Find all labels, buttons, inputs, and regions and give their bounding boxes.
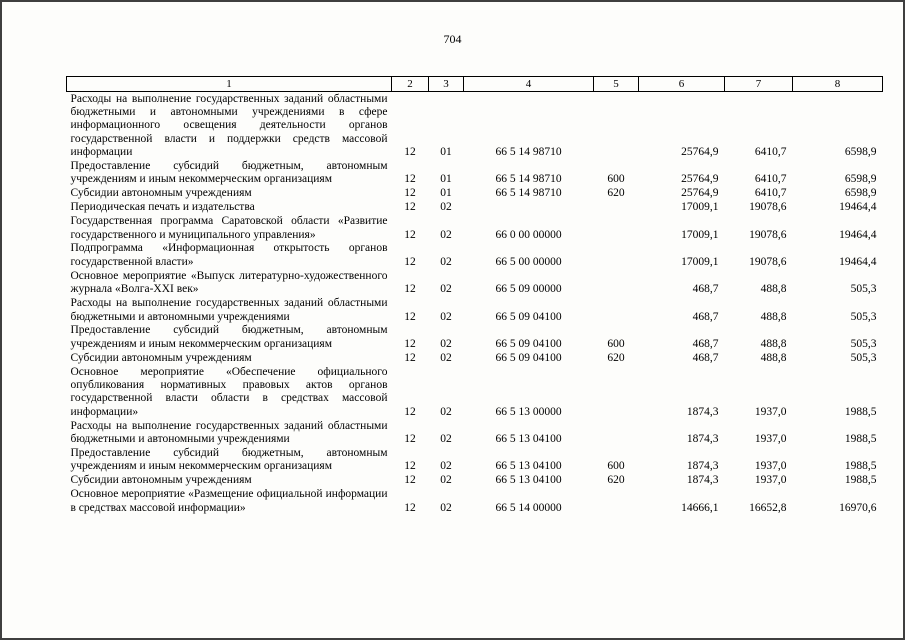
row-code: 02 <box>440 405 452 418</box>
row-code: 66 5 14 00000 <box>495 501 562 514</box>
row-label: Предоставление субсидий бюджетным, автономным учреждениям и иным некоммерческим организациям <box>70 324 388 350</box>
row-amount: 6410,7 <box>754 146 787 159</box>
row-label: Государственная программа Саратовской области «Развитие государственного и муниципального управления» <box>70 215 388 241</box>
row-code <box>594 242 639 269</box>
row-code: 02 <box>440 283 452 296</box>
row-amount: 1874,3 <box>686 474 719 487</box>
table-row <box>67 215 883 242</box>
row-amount: 1937,0 <box>754 474 787 487</box>
row-code: 66 5 14 98710 <box>495 187 562 200</box>
table-row <box>67 351 883 365</box>
row-code: 12 <box>404 201 416 214</box>
row-amount: 16652,8 <box>749 501 787 514</box>
row-label: Субсидии автономным учреждениям <box>70 187 252 200</box>
row-code: 02 <box>440 433 452 446</box>
table-row <box>67 488 883 515</box>
row-code: 66 5 13 04100 <box>495 433 562 446</box>
row-code <box>594 365 639 419</box>
table-header-row <box>67 77 883 92</box>
page-number: 704 <box>443 32 462 46</box>
row-code <box>594 419 639 446</box>
row-code: 12 <box>404 173 416 186</box>
column-header-3: 3 <box>429 77 464 92</box>
row-code <box>594 269 639 296</box>
row-code: 12 <box>404 405 416 418</box>
table-row <box>67 269 883 296</box>
row-amount: 25764,9 <box>681 146 719 159</box>
row-amount: 1988,5 <box>844 405 877 418</box>
row-amount: 6598,9 <box>844 146 877 159</box>
row-code: 66 5 09 00000 <box>495 283 562 296</box>
row-code <box>594 201 639 215</box>
row-code: 66 5 09 04100 <box>495 337 562 350</box>
row-label: Субсидии автономным учреждениям <box>70 351 252 364</box>
row-label: Расходы на выполнение государственных заданий областными бюджетными и автономными учреждениями <box>70 419 388 446</box>
row-amount: 468,7 <box>692 283 719 296</box>
row-code: 02 <box>440 337 452 350</box>
row-amount: 468,7 <box>692 351 719 364</box>
table-row <box>67 474 883 488</box>
row-amount: 1874,3 <box>686 433 719 446</box>
row-code: 12 <box>404 255 416 268</box>
table-row <box>67 419 883 446</box>
table-row <box>67 242 883 269</box>
row-amount: 488,8 <box>760 283 787 296</box>
table-row <box>67 201 883 215</box>
row-code: 01 <box>440 173 452 186</box>
row-amount: 16970,6 <box>839 501 877 514</box>
row-code: 01 <box>440 146 452 159</box>
row-amount: 488,8 <box>760 310 787 323</box>
row-code: 66 5 13 00000 <box>495 405 562 418</box>
row-code: 66 5 13 04100 <box>495 460 562 473</box>
row-code: 12 <box>404 351 416 364</box>
row-amount: 17009,1 <box>681 201 719 214</box>
table-body <box>67 92 883 516</box>
row-amount: 6410,7 <box>754 173 787 186</box>
row-code: 620 <box>607 474 625 487</box>
row-code: 02 <box>440 228 452 241</box>
table-row <box>67 92 883 160</box>
row-amount: 1937,0 <box>754 405 787 418</box>
row-code: 600 <box>607 460 625 473</box>
row-code: 12 <box>404 474 416 487</box>
row-code: 66 5 09 04100 <box>495 310 562 323</box>
row-code: 02 <box>440 501 452 514</box>
row-amount: 505,3 <box>850 283 877 296</box>
table-row <box>67 324 883 351</box>
table-row <box>67 365 883 419</box>
row-label: Расходы на выполнение государственных заданий областными бюджетными и автономными учреждениями в сфере информационного освещения деятельности органов государственной власти и поддержки средств массовой информации <box>70 92 388 159</box>
column-header-8: 8 <box>793 77 883 92</box>
row-amount: 6598,9 <box>844 187 877 200</box>
row-label: Периодическая печать и издательства <box>70 201 255 214</box>
row-code <box>594 488 639 515</box>
row-code: 02 <box>440 255 452 268</box>
row-amount: 6410,7 <box>754 187 787 200</box>
row-amount: 1874,3 <box>686 460 719 473</box>
row-code: 66 5 14 98710 <box>495 173 562 186</box>
row-amount: 505,3 <box>850 337 877 350</box>
row-amount: 14666,1 <box>681 501 719 514</box>
row-label: Предоставление субсидий бюджетным, автономным учреждениям и иным некоммерческим организациям <box>70 160 388 186</box>
row-code: 02 <box>440 351 452 364</box>
row-amount: 1988,5 <box>844 474 877 487</box>
row-code: 12 <box>404 433 416 446</box>
row-code: 66 5 14 98710 <box>495 146 562 159</box>
row-label: Основное мероприятие «Размещение официальной информации в средствах массовой информации» <box>70 488 388 514</box>
row-amount: 1874,3 <box>686 405 719 418</box>
table-row <box>67 160 883 187</box>
row-code: 12 <box>404 501 416 514</box>
row-code <box>594 92 639 160</box>
row-amount: 468,7 <box>692 337 719 350</box>
budget-table <box>66 76 883 515</box>
row-code: 02 <box>440 474 452 487</box>
column-header-2: 2 <box>392 77 429 92</box>
row-code: 01 <box>440 187 452 200</box>
row-code: 66 5 09 04100 <box>495 351 562 364</box>
row-code: 66 0 00 00000 <box>495 228 562 241</box>
column-header-5: 5 <box>594 77 639 92</box>
row-code: 12 <box>404 228 416 241</box>
row-amount: 6598,9 <box>844 173 877 186</box>
row-amount: 1937,0 <box>754 460 787 473</box>
table-row <box>67 297 883 324</box>
row-code <box>464 201 594 215</box>
row-amount: 505,3 <box>850 310 877 323</box>
row-label: Основное мероприятие «Выпуск литературно-художественного журнала «Волга-XXI век» <box>70 269 388 296</box>
row-amount: 1937,0 <box>754 433 787 446</box>
row-code: 600 <box>607 173 625 186</box>
row-amount: 25764,9 <box>681 173 719 186</box>
column-header-4: 4 <box>464 77 594 92</box>
row-label: Расходы на выполнение государственных заданий областными бюджетными и автономными учреждениями <box>70 297 388 323</box>
row-amount: 17009,1 <box>681 228 719 241</box>
row-code: 600 <box>607 337 625 350</box>
row-code: 66 5 00 00000 <box>495 255 562 268</box>
row-label: Подпрограмма «Информационная открытость органов государственной власти» <box>70 242 388 268</box>
row-code: 02 <box>440 460 452 473</box>
row-code <box>594 297 639 324</box>
row-amount: 19464,4 <box>839 201 877 214</box>
row-amount: 19078,6 <box>749 255 787 268</box>
row-amount: 25764,9 <box>681 187 719 200</box>
row-amount: 468,7 <box>692 310 719 323</box>
row-code: 12 <box>404 310 416 323</box>
row-code: 12 <box>404 146 416 159</box>
row-amount: 19464,4 <box>839 255 877 268</box>
row-amount: 19078,6 <box>749 228 787 241</box>
row-code: 12 <box>404 460 416 473</box>
row-code: 02 <box>440 310 452 323</box>
row-amount: 488,8 <box>760 351 787 364</box>
column-header-6: 6 <box>639 77 725 92</box>
row-label: Предоставление субсидий бюджетным, автономным учреждениям и иным некоммерческим организациям <box>70 447 388 473</box>
row-amount: 1988,5 <box>844 460 877 473</box>
row-amount: 19078,6 <box>749 201 787 214</box>
column-header-1: 1 <box>67 77 392 92</box>
row-code: 66 5 13 04100 <box>495 474 562 487</box>
row-amount: 488,8 <box>760 337 787 350</box>
row-code: 12 <box>404 283 416 296</box>
row-amount: 19464,4 <box>839 228 877 241</box>
row-code: 02 <box>440 201 452 214</box>
table-row <box>67 187 883 201</box>
row-label: Субсидии автономным учреждениям <box>70 474 252 487</box>
row-code <box>594 215 639 242</box>
row-amount: 1988,5 <box>844 433 877 446</box>
row-amount: 505,3 <box>850 351 877 364</box>
row-code: 620 <box>607 351 625 364</box>
row-code: 12 <box>404 337 416 350</box>
table-row <box>67 447 883 474</box>
row-code: 12 <box>404 187 416 200</box>
row-amount: 17009,1 <box>681 255 719 268</box>
column-header-7: 7 <box>725 77 793 92</box>
row-label: Основное мероприятие «Обеспечение официального опубликования нормативных правовых актов органов государственной власти области в средствах массовой информации» <box>70 365 388 418</box>
row-code: 620 <box>607 187 625 200</box>
